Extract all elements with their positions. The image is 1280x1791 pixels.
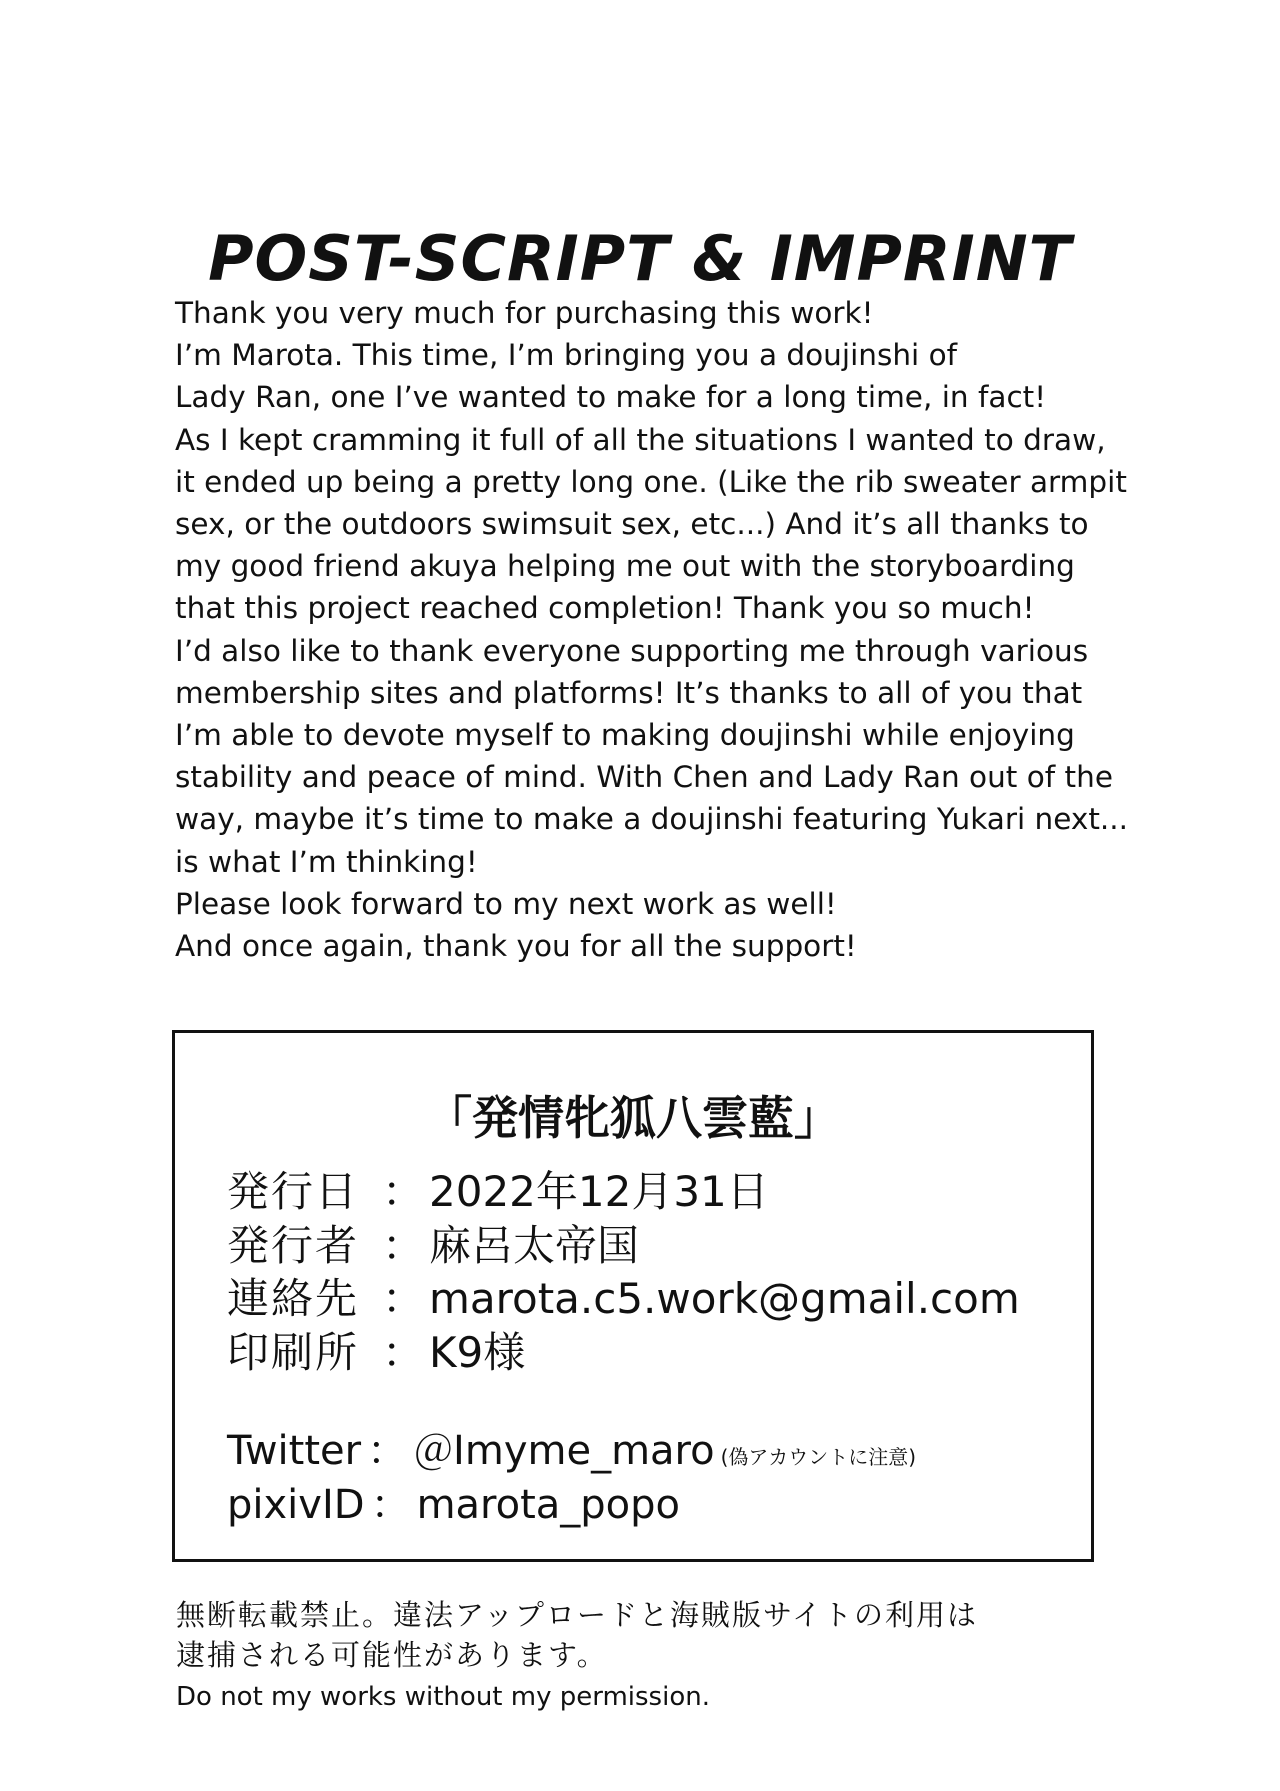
publish-date-value: 2022年12月31日: [429, 1167, 769, 1216]
postscript-line: As I kept cramming it full of all the situations I wanted to draw,: [175, 422, 1106, 457]
book-title: 「発情牝狐八雲藍」: [426, 1091, 840, 1145]
postscript-line: sex, or the outdoors swimsuit sex, etc...) And it’s all thanks to: [175, 507, 1089, 542]
postscript-line: Lady Ran, one I’ve wanted to make for a long time, in fact!: [175, 380, 1047, 415]
separator: ：: [367, 1428, 408, 1474]
postscript-line: Please look forward to my next work as well!: [175, 886, 837, 921]
separator: ：: [381, 1274, 424, 1323]
postscript-line: Thank you very much for purchasing this work!: [175, 296, 874, 330]
separator: ：: [381, 1167, 424, 1216]
publisher-value: 麻呂太帝国: [429, 1221, 640, 1270]
notice-en-line: Do not my works without my permission.: [176, 1682, 710, 1712]
postscript-line: it ended up being a pretty long one. (Like the rib sweater armpit: [175, 464, 1127, 499]
publisher-row: [227, 1221, 640, 1270]
notice-jp-line: 逮捕される可能性があります。: [176, 1638, 608, 1672]
printer-row: [227, 1328, 526, 1377]
pixiv-label: pixivID: [227, 1482, 365, 1528]
pixiv-row: [227, 1482, 680, 1528]
separator: ：: [370, 1482, 411, 1528]
publish-date-label: 発行日: [227, 1167, 360, 1216]
postscript-line: I’m Marota. This time, I’m bringing you a doujinshi of: [175, 338, 958, 373]
postscript-line: my good friend akuya helping me out with the storyboarding: [175, 549, 1075, 584]
imprint-box: [172, 1030, 1094, 1562]
postscript-line: that this project reached completion! Thank you so much!: [175, 591, 1035, 626]
contact-email: marota.c5.work@gmail.com: [429, 1274, 1020, 1323]
page-title: POST-SCRIPT & IMPRINT: [208, 221, 1072, 295]
postscript-line: is what I’m thinking!: [175, 844, 478, 879]
printer-label: 印刷所: [227, 1328, 360, 1377]
separator: ：: [381, 1221, 424, 1270]
pixiv-id: marota_popo: [416, 1482, 680, 1528]
fake-account-warning: (偽アカウントに注意): [720, 1445, 916, 1469]
twitter-handle: ＠Imyme_maro: [413, 1428, 715, 1474]
printer-value: K9様: [429, 1328, 526, 1377]
twitter-row: [227, 1428, 916, 1474]
separator: ：: [381, 1328, 424, 1377]
publisher-label: 発行者: [227, 1221, 360, 1270]
postscript-line: way, maybe it’s time to make a doujinshi featuring Yukari next...: [175, 802, 1129, 837]
postscript-text: [175, 292, 1235, 967]
publish-date-row: [227, 1167, 769, 1216]
postscript-line: membership sites and platforms! It’s thanks to all of you that: [175, 675, 1083, 710]
twitter-label: Twitter: [227, 1428, 362, 1474]
postscript-line: I’d also like to thank everyone supporting me through various: [175, 633, 1089, 668]
notice-jp-line: 無断転載禁止。違法アップロードと海賊版サイトの利用は: [176, 1598, 978, 1632]
postscript-line: stability and peace of mind. With Chen and Lady Ran out of the: [175, 760, 1113, 795]
postscript-line: And once again, thank you for all the support!: [175, 929, 857, 964]
contact-row: [227, 1274, 1020, 1323]
copyright-notice: [176, 1595, 978, 1717]
contact-label: 連絡先: [227, 1274, 360, 1323]
postscript-line: I’m able to devote myself to making doujinshi while enjoying: [175, 718, 1075, 753]
